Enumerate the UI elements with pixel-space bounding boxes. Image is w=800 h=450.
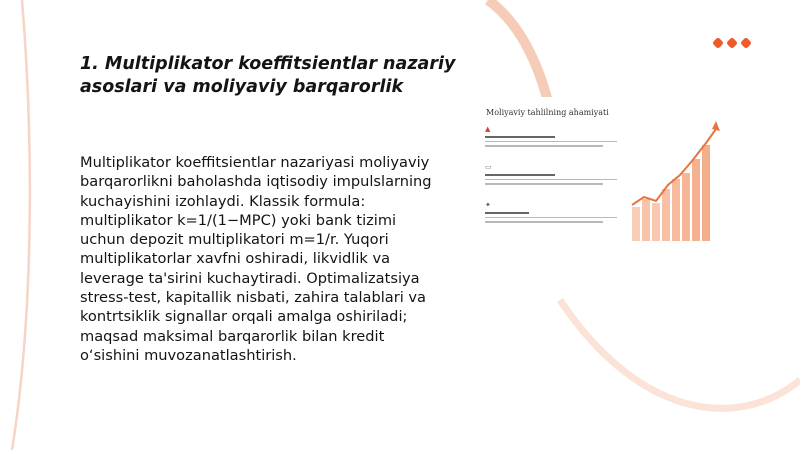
image-list-item: [485, 202, 617, 223]
illustration-image: [478, 97, 726, 247]
accent-dots: [713, 38, 751, 48]
decorative-arc-left: [12, 0, 30, 450]
slide-title: 1. Multiplikator koeffitsientlar nazariy asoslari va moliyaviy barqarorlik: [80, 54, 456, 97]
decorative-arc-right: [560, 300, 800, 408]
image-title: Moliyaviy tahlilning ahamiyati: [486, 108, 609, 117]
bars: [632, 145, 710, 241]
diamond-icon: [726, 37, 738, 49]
trend-arrow-icon: [712, 121, 720, 131]
diamond-icon: [712, 37, 724, 49]
chart-icon: ▲: [485, 125, 491, 133]
image-list-item: [485, 126, 617, 147]
doc-icon: ▭: [485, 163, 492, 171]
slide-body-text: Multiplikator koeffitsientlar nazariyasi moliyaviy barqarorlikni baholashda iqtisodiy impulslarning kuchayishini izohlaydi. Klassik formula: multiplikator k=1/(1−MPC) yoki bank tizimi uchun depozit multiplikatori m=1/r. Yuqori multiplikatorlar xavfni oshiradi, likvidlik va leverage ta'sirini kuchaytiradi. Optimalizatsiya stress-test, kapitallik nisbati, zahira talablari va kontrtsiklik signallar orqali amalga oshiriladi; maqsad maksimal barqarorlik bilan kredit o‘sishini muvozanatlashtirish.: [80, 154, 432, 364]
diamond-icon: [740, 37, 752, 49]
image-list-item: [485, 164, 617, 185]
growth-chart-illustration: [628, 115, 724, 243]
star-icon: ✦: [485, 201, 491, 209]
